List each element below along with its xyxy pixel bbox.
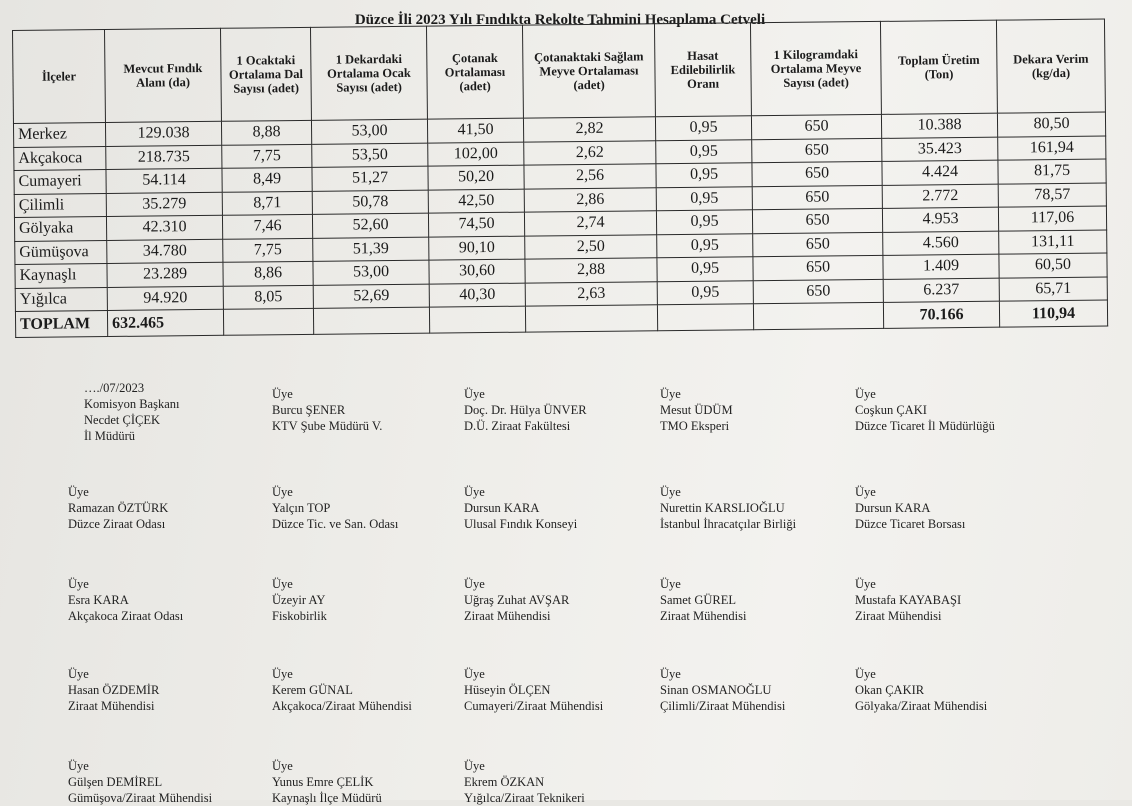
signature-line: Gümüşova/Ziraat Mühendisi (68, 791, 213, 805)
signature-role: Üye (855, 577, 876, 591)
table-cell: 650 (753, 232, 883, 257)
signature-line: Okan ÇAKIR (855, 683, 925, 697)
table-cell: 0,95 (657, 257, 753, 282)
signature-line: Düzce Tic. ve San. Odası (272, 517, 399, 531)
table-cell: 80,50 (997, 112, 1105, 137)
signature-role: Üye (68, 759, 89, 773)
table-cell: 94.920 (107, 286, 223, 311)
signature-line: İstanbul İhracatçılar Birliği (660, 517, 797, 531)
signature-line: Kerem GÜNAL (272, 683, 353, 697)
signature-role: Üye (464, 667, 485, 681)
signature-role: Üye (464, 759, 485, 773)
signature-line: Kaynaşlı İlçe Müdürü (272, 791, 382, 805)
table-cell: 51,39 (313, 237, 429, 262)
table-cell: 4.560 (883, 231, 999, 256)
signature-line: Çilimli/Ziraat Mühendisi (660, 699, 786, 713)
signature-line: Burcu ŞENER (272, 403, 346, 417)
district-name-cell: Akçakoca (14, 146, 106, 170)
signature-line: Doç. Dr. Hülya ÜNVER (464, 403, 587, 417)
signature-block (855, 386, 995, 434)
table-cell: 52,69 (313, 284, 429, 309)
signature-line: İl Müdürü (84, 429, 136, 443)
table-cell: 35.423 (882, 137, 998, 162)
signature-block (464, 666, 603, 714)
signature-line: Dursun KARA (855, 501, 931, 515)
signature-block (660, 386, 733, 434)
signature-role: Üye (68, 577, 89, 591)
table-cell: 102,00 (428, 142, 524, 167)
table-cell: 30,60 (429, 259, 525, 284)
header-cell: Toplam Üretim (Ton) (880, 20, 997, 114)
signature-line: Ramazan ÖZTÜRK (68, 501, 169, 515)
signature-block (660, 576, 746, 624)
signature-line: Akçakoca/Ziraat Mühendisi (272, 699, 412, 713)
signature-line: Yığılca/Ziraat Teknikeri (464, 791, 585, 805)
signature-line: Esra KARA (68, 593, 129, 607)
table-cell: 2,62 (524, 140, 656, 165)
signature-line: Düzce Ziraat Odası (68, 517, 166, 531)
signature-role: Üye (855, 387, 876, 401)
table-cell: 650 (752, 185, 882, 210)
table-cell: 34.780 (107, 239, 223, 264)
signature-block (660, 666, 785, 714)
header-cell: 1 Dekardaki Ortalama Ocak Sayısı (adet) (310, 26, 427, 120)
signature-line: KTV Şube Müdürü V. (272, 419, 383, 433)
signature-line: Ziraat Mühendisi (660, 609, 747, 623)
table-cell: 131,11 (999, 230, 1107, 255)
table-cell: 0,95 (657, 233, 753, 258)
signature-role: Üye (272, 387, 293, 401)
header-cell: Çotanak Ortalaması (adet) (426, 25, 523, 119)
signature-line: Coşkun ÇAKI (855, 403, 927, 417)
signature-line: Ulusal Fındık Konseyi (464, 517, 578, 531)
empty-cell (313, 307, 429, 334)
empty-cell (429, 306, 525, 333)
table-cell: 8,05 (223, 285, 313, 309)
table-cell: 0,95 (657, 280, 753, 305)
table-cell: 650 (752, 208, 882, 233)
signature-role: Üye (272, 485, 293, 499)
empty-cell (223, 308, 313, 335)
signature-block (84, 380, 179, 444)
district-name-cell: Gümüşova (15, 240, 107, 264)
table-cell: 129.038 (105, 121, 221, 146)
table-cell: 40,30 (429, 283, 525, 308)
total-cell: 110,94 (999, 300, 1107, 327)
table-cell: 50,78 (312, 190, 428, 215)
signature-role: Üye (855, 485, 876, 499)
table-cell: 51,27 (312, 166, 428, 191)
signature-role: Üye (660, 387, 681, 401)
header-cell: Dekara Verim (kg/da) (996, 19, 1105, 113)
signature-role: Üye (464, 387, 485, 401)
signature-line: Hüseyin ÖLÇEN (464, 683, 551, 697)
signature-block (464, 758, 585, 806)
signature-block (660, 484, 796, 532)
signature-block (272, 666, 412, 714)
table-cell: 90,10 (429, 236, 525, 261)
table-cell: 8,86 (223, 261, 313, 285)
district-name-cell: Kaynaşlı (15, 264, 107, 288)
table-cell: 2,63 (525, 281, 657, 306)
signature-line: Yunus Emre ÇELİK (272, 775, 374, 789)
table-cell: 0,95 (656, 210, 752, 235)
table-cell: 65,71 (999, 277, 1107, 302)
table-cell: 81,75 (998, 159, 1106, 184)
district-name-cell: Çilimli (14, 193, 106, 217)
signature-block (464, 576, 569, 624)
signature-line: Uğraş Zuhat AVŞAR (464, 593, 570, 607)
signature-role: Üye (855, 667, 876, 681)
table-cell: 41,50 (427, 118, 523, 143)
table-cell: 650 (752, 161, 882, 186)
signature-block (855, 576, 961, 624)
table-cell: 53,00 (311, 119, 427, 144)
signature-line: TMO Eksperi (660, 419, 730, 433)
document-title: Düzce İli 2023 Yılı Fındıkta Rekolte Tahmini Hesaplama Cetveli (354, 12, 766, 28)
signature-line: Ekrem ÖZKAN (464, 775, 545, 789)
table-cell: 8,71 (222, 191, 312, 215)
signature-line: Mesut ÜDÜM (660, 403, 733, 417)
signature-block (272, 484, 398, 532)
table-cell: 0,95 (656, 163, 752, 188)
signature-block (464, 386, 587, 434)
signature-line: Üzeyir AY (272, 593, 326, 607)
signature-role: Üye (272, 577, 293, 591)
signature-line: Nurettin KARSLIOĞLU (660, 501, 785, 515)
signature-block (272, 386, 382, 434)
table-cell: 2,74 (524, 211, 656, 236)
table-cell: 50,20 (428, 165, 524, 190)
table-cell: 0,95 (656, 186, 752, 211)
signature-line: Sinan OSMANOĞLU (660, 683, 772, 697)
table-cell: 8,88 (221, 120, 311, 144)
table-cell: 53,50 (312, 143, 428, 168)
table-cell: 78,57 (998, 183, 1106, 208)
table-cell: 218.735 (106, 145, 222, 170)
empty-cell (657, 304, 753, 331)
district-name-cell: Gölyaka (14, 217, 106, 241)
table-cell: 2,50 (525, 234, 657, 259)
table-cell: 2,56 (524, 164, 656, 189)
table-cell: 35.279 (106, 192, 222, 217)
table-cell: 0,95 (655, 116, 751, 141)
signature-line: Mustafa KAYABAŞI (855, 593, 962, 607)
signature-line: Dursun KARA (464, 501, 540, 515)
signature-role: Üye (660, 577, 681, 591)
table-cell: 7,75 (222, 144, 312, 168)
signature-block (272, 576, 327, 624)
signature-role: Üye (68, 667, 89, 681)
signature-line: D.Ü. Ziraat Fakültesi (464, 419, 571, 433)
table-cell: 2,88 (525, 258, 657, 283)
signature-line: Necdet ÇİÇEK (84, 413, 161, 427)
table-cell: 650 (752, 138, 882, 163)
signature-line: Samet GÜREL (660, 593, 737, 607)
header-cell: Çotanaktaki Sağlam Meyve Ortalaması (adet) (522, 24, 655, 118)
table-cell: 650 (753, 255, 883, 280)
table-cell: 74,50 (428, 212, 524, 237)
table-cell: 23.289 (107, 262, 223, 287)
table-cell: 10.388 (881, 113, 997, 138)
table-cell: 1.409 (883, 254, 999, 279)
table-cell: 0,95 (656, 139, 752, 164)
total-cell: TOPLAM (15, 311, 107, 338)
signature-line: Komisyon Başkanı (84, 397, 180, 411)
signature-line: Yalçın TOP (272, 501, 331, 515)
header-cell: İlçeler (13, 30, 106, 124)
signature-block (68, 758, 212, 806)
total-cell: 632.465 (107, 309, 223, 336)
header-cell: Mevcut Fındık Alanı (da) (105, 28, 222, 122)
signature-line: Gülşen DEMİREL (68, 775, 163, 789)
signature-line: Fiskobirlik (272, 609, 327, 623)
signature-block (68, 484, 168, 532)
table-cell: 7,75 (223, 238, 313, 262)
signature-block (68, 576, 183, 624)
signature-role: …./07/2023 (84, 381, 145, 395)
signature-line: Ziraat Mühendisi (464, 609, 551, 623)
signature-role: Üye (464, 485, 485, 499)
table-cell: 42.310 (106, 215, 222, 240)
table-cell: 2,82 (523, 117, 655, 142)
signature-role: Üye (68, 485, 89, 499)
signature-role: Üye (660, 485, 681, 499)
signature-line: Ziraat Mühendisi (68, 699, 155, 713)
signature-block (855, 666, 987, 714)
table-cell: 117,06 (998, 206, 1106, 231)
table-cell: 4.953 (882, 207, 998, 232)
table-cell: 60,50 (999, 253, 1107, 278)
signature-role: Üye (272, 667, 293, 681)
table-cell: 42,50 (428, 189, 524, 214)
district-name-cell: Merkez (13, 123, 105, 147)
table-cell: 161,94 (998, 136, 1106, 161)
empty-cell (753, 302, 883, 329)
district-name-cell: Cumayeri (14, 170, 106, 194)
table-cell: 53,00 (313, 260, 429, 285)
signature-line: Cumayeri/Ziraat Mühendisi (464, 699, 604, 713)
header-cell: Hasat Edilebilirlik Oranı (654, 23, 751, 117)
header-cell: 1 Kilogramdaki Ortalama Meyve Sayısı (adet) (750, 21, 881, 115)
signature-block (68, 666, 159, 714)
signature-line: Ziraat Mühendisi (855, 609, 942, 623)
signature-line: Düzce Ticaret İl Müdürlüğü (855, 419, 995, 433)
table-cell: 4.424 (882, 160, 998, 185)
district-name-cell: Yığılca (15, 287, 107, 311)
table-cell: 2.772 (882, 184, 998, 209)
header-cell: 1 Ocaktaki Ortalama Dal Sayısı (adet) (220, 27, 311, 121)
table-cell: 52,60 (312, 213, 428, 238)
signature-block (272, 758, 382, 806)
signature-line: Akçakoca Ziraat Odası (68, 609, 184, 623)
table-cell: 8,49 (222, 167, 312, 191)
table-cell: 7,46 (222, 214, 312, 238)
signature-line: Gölyaka/Ziraat Mühendisi (855, 699, 988, 713)
signature-role: Üye (464, 577, 485, 591)
table-cell: 650 (753, 279, 883, 304)
table-cell: 6.237 (883, 278, 999, 303)
signature-role: Üye (660, 667, 681, 681)
table-cell: 2,86 (524, 187, 656, 212)
signature-line: Hasan ÖZDEMİR (68, 683, 160, 697)
signature-line: Düzce Ticaret Borsası (855, 517, 966, 531)
table-cell: 650 (751, 114, 881, 139)
signature-block (855, 484, 965, 532)
table-cell: 54.114 (106, 168, 222, 193)
total-cell: 70.166 (883, 301, 999, 328)
yield-table (12, 19, 1108, 338)
empty-cell (525, 305, 657, 332)
signature-role: Üye (272, 759, 293, 773)
table-header-row (13, 19, 1106, 123)
signature-block (464, 484, 577, 532)
